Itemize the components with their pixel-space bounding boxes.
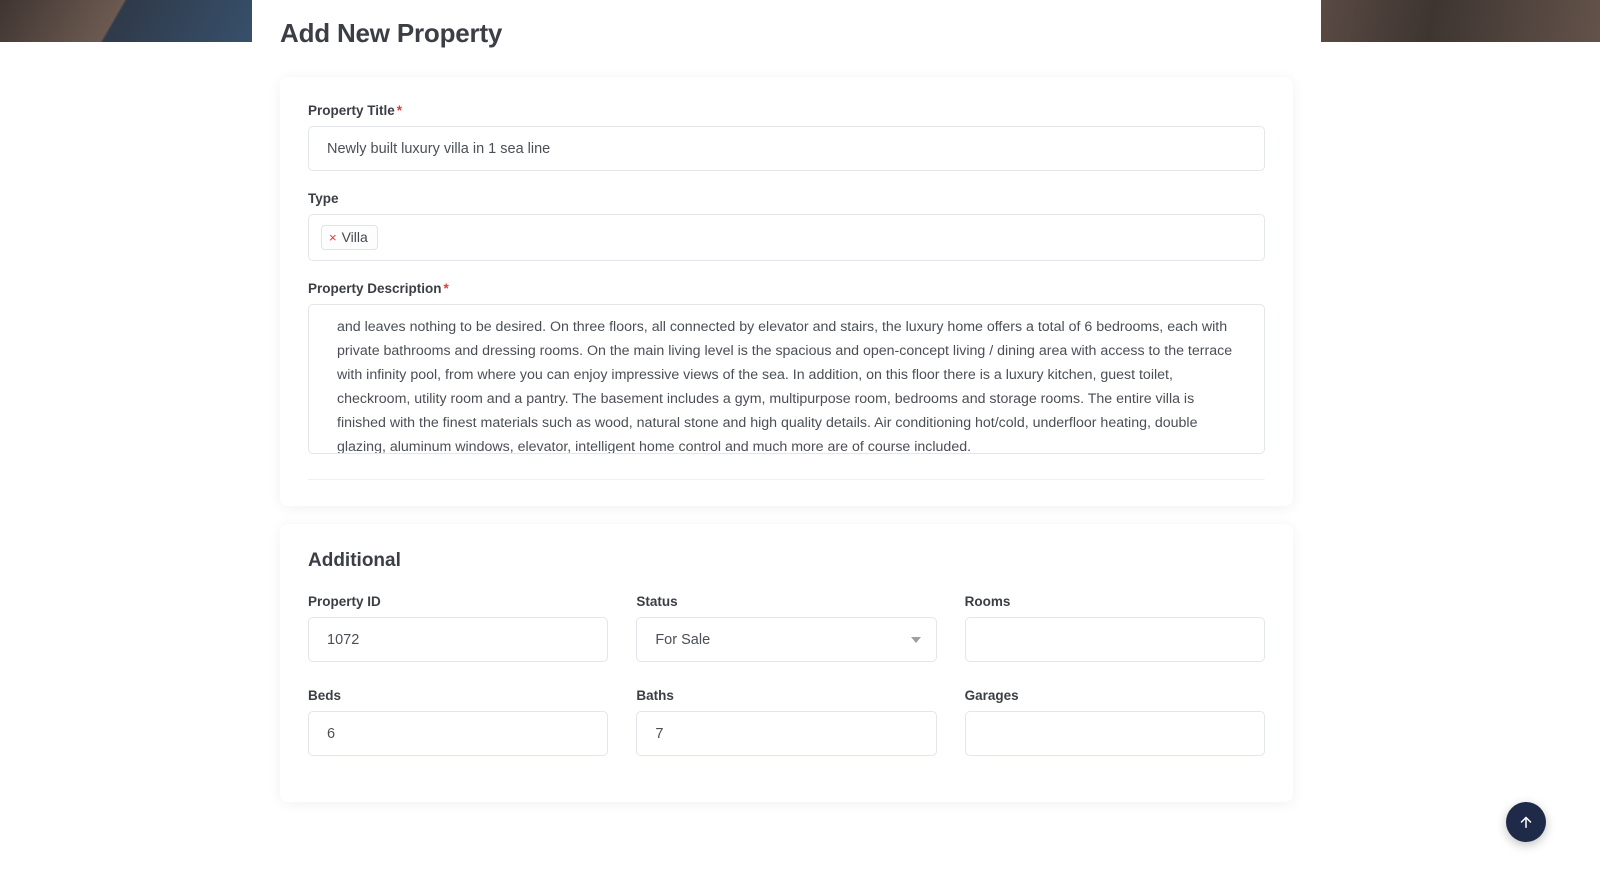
property-description-textarea[interactable] <box>308 304 1265 454</box>
property-id-label: Property ID <box>308 594 381 609</box>
property-title-field <box>308 103 1265 171</box>
garages-field <box>965 688 1265 756</box>
required-marker: * <box>396 103 403 118</box>
additional-card <box>280 524 1293 802</box>
property-description-field <box>308 281 1265 459</box>
baths-input[interactable] <box>636 711 936 756</box>
beds-label: Beds <box>308 688 342 703</box>
additional-heading: Additional <box>308 550 401 571</box>
garages-input[interactable] <box>965 711 1265 756</box>
type-tag-label: Villa <box>341 229 368 245</box>
additional-grid <box>308 594 1265 776</box>
rooms-label: Rooms <box>964 594 1011 609</box>
property-id-input[interactable] <box>308 617 608 662</box>
rooms-input[interactable] <box>965 617 1265 662</box>
property-title-label-text: Property Title <box>308 103 395 118</box>
status-select-wrapper <box>636 617 936 662</box>
property-title-label <box>308 103 1265 118</box>
background-left-strip <box>0 0 252 60</box>
status-label: Status <box>636 594 678 609</box>
type-tag-villa[interactable] <box>321 225 378 250</box>
property-id-field <box>308 594 608 662</box>
type-label: Type <box>308 191 339 206</box>
type-multiselect[interactable] <box>308 214 1265 261</box>
page-title: Add New Property <box>280 18 503 48</box>
scroll-to-top-button[interactable] <box>1506 802 1546 842</box>
property-description-label <box>308 281 1265 296</box>
main-content <box>252 0 1321 884</box>
status-select[interactable] <box>636 617 936 662</box>
arrow-up-icon <box>1517 813 1535 831</box>
rooms-field <box>965 594 1265 662</box>
baths-label: Baths <box>636 688 674 703</box>
property-title-input[interactable] <box>308 126 1265 171</box>
card-divider <box>308 479 1265 480</box>
status-field <box>636 594 936 662</box>
garages-label: Garages <box>964 688 1019 703</box>
beds-field <box>308 688 608 756</box>
property-description-label-text: Property Description <box>308 281 442 296</box>
type-field <box>308 191 1265 261</box>
beds-input[interactable] <box>308 711 608 756</box>
baths-field <box>636 688 936 756</box>
close-icon[interactable]: × <box>329 229 337 245</box>
property-details-card <box>280 77 1293 506</box>
required-marker: * <box>443 281 449 296</box>
background-right-strip <box>1320 0 1600 60</box>
